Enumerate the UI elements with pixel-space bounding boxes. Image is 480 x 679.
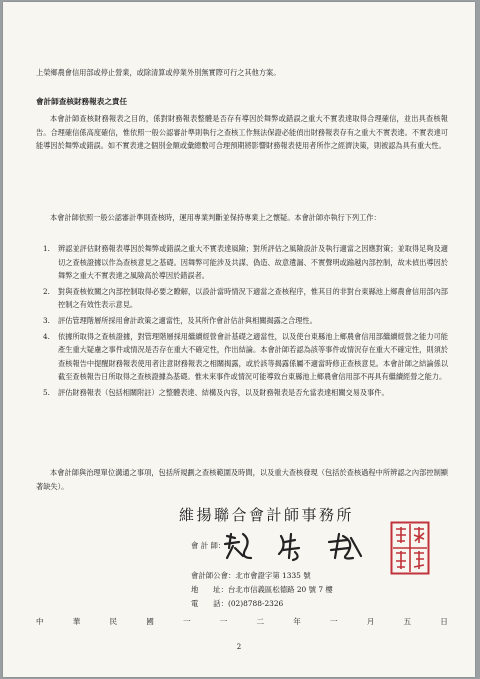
date-char: 月 — [366, 617, 375, 626]
responsibility-paragraph: 本會計師查核財務報表之目的，係對財務報表整體是否存有導因於舞弊或錯誤之重大不實表達取得合理確信，並出具查核報告。合理確信係高度確信，惟依照一般公認審計準則執行之查核工作無法保證必能偵出財務報表存有之重大不實表達。不實表達可能導因於舞弊或錯誤。如不實表達之個別金額或彙總數可合理預期將影響財務報表使用者所作之經濟決策，則被認為具有重大性。 — [36, 114, 448, 151]
phone-value: (02)8788-2326 — [227, 599, 284, 608]
firm-name: 維揚聯合會計師事務所 — [179, 506, 355, 524]
procedures-list — [36, 242, 448, 400]
page-number: 2 — [236, 643, 242, 651]
item-text: 評估管理階層所採用會計政策之適當性，及其所作會計估計與相關揭露之合理性。 — [58, 315, 317, 325]
association-value: 北市會證字第 1335 號 — [235, 571, 311, 580]
intro-tail-text: 上榮鄉農會信用部或停止營業，或除清算或停業外別無實際可行之其他方案。 — [36, 68, 281, 77]
date-char: 國 — [146, 617, 154, 626]
association-line — [191, 569, 311, 583]
date-char: 年 — [293, 617, 301, 626]
item-text: 評估財務報表（包括相關附註）之整體表達、結構及內容，以及財務報表是否允當表達相關交易及事件。 — [58, 387, 389, 397]
phone-label: 電 話： — [191, 599, 228, 608]
date-char: 中 — [36, 617, 44, 626]
accountant-label: 會 計 師： — [191, 541, 226, 550]
date-char: 一 — [219, 617, 228, 626]
date-char: 五 — [403, 617, 412, 626]
document-page — [3, 2, 475, 677]
address-line — [191, 583, 333, 597]
item-number: 5. — [43, 387, 50, 397]
report-date — [36, 616, 448, 627]
item-number: 2. — [43, 286, 50, 296]
address-value: 台北市信義區松德路 20 號 7 樓 — [227, 585, 333, 594]
procedure-item — [36, 242, 448, 283]
item-number: 4. — [43, 331, 50, 341]
accountant-signature — [221, 528, 386, 564]
procedures-intro-paragraph: 本會計師依照一般公認審計準則查核時，運用專業判斷並保持專業上之懷疑。本會計師亦執行下列工作： — [50, 213, 381, 222]
item-text: 依據所取得之查核證據，對管理階層採用繼續經營會計基礎之適當性，以及使台東縣池上鄉農會信用部繼續經營之能力可能產生重大疑慮之事件或情況是否存在重大不確定性，作出結論。本會計師若認為該等事件或情況存在重大不確定性，則須於查核報告中提醒財務報表使用者注意財務報表之相關揭露，或於該等揭露係屬不適當時修正查核意見。本會計師之結論係以截至查核報告日所取得之查核證據為基礎。惟未來事件或情況可能導致台東縣池上鄉農會信用部不再具有繼續經營之能力。 — [58, 331, 448, 382]
item-number: 1. — [43, 244, 50, 253]
phone-line — [191, 597, 283, 611]
item-number: 3. — [43, 315, 50, 325]
procedure-item — [36, 285, 448, 312]
association-label: 會計師公會： — [191, 571, 236, 580]
item-text: 對與查核攸關之內部控制取得必要之瞭解，以設計當時情況下適當之查核程序，惟其目的非對台東縣池上鄉農會信用部內部控制之有效性表示意見。 — [58, 286, 448, 310]
procedure-item — [36, 386, 448, 400]
item-text: 辨認並評估財務報表導因於舞弊或錯誤之重大不實表達風險；對所評估之風險設計及執行適當之因應對策；並取得足夠及適切之查核證據以作為查核意見之基礎。因舞弊可能涉及共謀、偽造、故意遺漏、不實聲明或踰越內部控制，故未偵出導因於舞弊之重大不實表達之風險高於導因於錯誤者。 — [58, 244, 448, 281]
firm-seal-stamp — [390, 521, 430, 575]
closing-paragraph: 本會計師與治理單位溝通之事項，包括所規劃之查核範圍及時間，以及重大查核發現（包括於查核過程中所辨認之內部控制顯著缺失）。 — [36, 468, 448, 491]
address-label: 地 址： — [191, 585, 228, 594]
date-char: 二 — [256, 617, 265, 626]
procedure-item — [36, 314, 448, 328]
date-char: 日 — [440, 617, 448, 626]
date-char: 一 — [183, 617, 191, 626]
section-heading: 會計師查核財務報表之責任 — [36, 97, 128, 106]
date-char: 華 — [72, 617, 81, 626]
date-char: 一 — [330, 617, 338, 626]
procedure-item — [36, 330, 448, 384]
date-char: 民 — [109, 617, 118, 626]
